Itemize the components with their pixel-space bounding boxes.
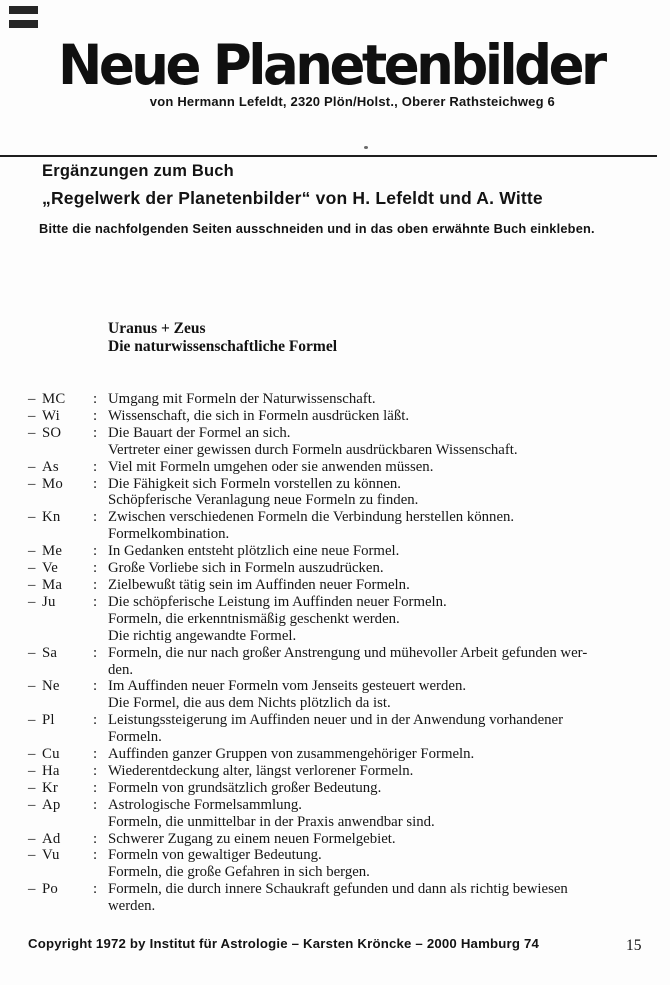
- planet-abbreviation: [42, 864, 93, 881]
- dash-bullet: –: [28, 762, 36, 779]
- scan-artifact-dot: [364, 146, 368, 149]
- definition-text: Formeln von gewaltiger Bedeutung.: [108, 847, 322, 864]
- definition-row: [28, 881, 653, 898]
- colon-separator: [93, 864, 108, 881]
- definition-row: [28, 492, 653, 509]
- definition-text: Im Auffinden neuer Formeln vom Jenseits gesteuert werden.: [108, 678, 467, 695]
- definition-row: [28, 763, 653, 780]
- dash-bullet: [28, 814, 42, 831]
- definition-text: Formeln, die große Gefahren in sich bergen.: [108, 864, 370, 881]
- planet-abbreviation: [42, 526, 93, 543]
- colon-separator: [93, 526, 108, 543]
- colon-separator: :: [93, 830, 98, 847]
- definition-text: Schöpferische Veranlagung neue Formeln zu finden.: [108, 492, 419, 509]
- definition-text: Die Bauart der Formel an sich.: [108, 424, 291, 441]
- definition-row: [28, 425, 653, 442]
- definition-row: [28, 746, 653, 763]
- colon-separator: :: [93, 847, 98, 864]
- planet-abbreviation: Sa: [42, 644, 58, 661]
- colon-separator: [93, 814, 108, 831]
- definition-text: Formelkombination.: [108, 526, 230, 543]
- definition-row: [28, 678, 653, 695]
- colon-separator: :: [93, 391, 98, 407]
- planet-abbreviation: [42, 662, 93, 679]
- definition-text: Formeln, die durch innere Schaukraft gefunden und dann als richtig bewiesen: [108, 881, 568, 898]
- planet-abbreviation: [42, 695, 93, 712]
- definition-row: [28, 797, 653, 814]
- definition-row: [28, 695, 653, 712]
- definition-text: Umgang mit Formeln der Naturwissenschaft.: [108, 391, 376, 407]
- planet-abbreviation: [42, 628, 93, 645]
- definition-text: den.: [108, 661, 134, 678]
- planet-abbreviation: As: [42, 458, 59, 475]
- colon-separator: :: [93, 475, 98, 492]
- definition-row: [28, 391, 653, 408]
- planet-abbreviation: Ap: [42, 796, 61, 813]
- planet-abbreviation: Kr: [42, 779, 59, 796]
- planet-abbreviation: [42, 442, 93, 459]
- horizontal-divider: [0, 155, 657, 157]
- definition-text: Wissenschaft, die sich in Formeln ausdrücken läßt.: [108, 407, 410, 424]
- definition-text: Formeln von grundsätzlich großer Bedeutung.: [108, 779, 382, 796]
- dash-bullet: –: [28, 391, 36, 407]
- planet-abbreviation: Ve: [42, 560, 59, 577]
- definition-text: werden.: [108, 898, 156, 915]
- planet-abbreviation: Kn: [42, 509, 61, 526]
- definition-row: [28, 712, 653, 729]
- colon-separator: [93, 492, 108, 509]
- dash-bullet: [28, 864, 42, 881]
- dash-bullet: –: [28, 712, 36, 729]
- colon-separator: :: [93, 644, 98, 661]
- definition-text: Leistungssteigerung im Auffinden neuer und in der Anwendung vorhandener: [108, 712, 564, 729]
- definition-text: Die Formel, die aus dem Nichts plötzlich da ist.: [108, 695, 391, 712]
- definition-text: Zwischen verschiedenen Formeln die Verbindung herstellen können.: [108, 509, 515, 526]
- definition-text: Zielbewußt tätig sein im Auffinden neuer Formeln.: [108, 576, 410, 593]
- definition-row: [28, 509, 653, 526]
- definition-row: [28, 847, 653, 864]
- definition-text: Auffinden ganzer Gruppen von zusammengehöriger Formeln.: [108, 746, 475, 763]
- colon-separator: :: [93, 593, 98, 610]
- dash-bullet: [28, 628, 42, 645]
- footer-copyright: Copyright 1972 by Institut für Astrologie – Karsten Kröncke – 2000 Hamburg 74: [28, 936, 540, 951]
- intro-book-title: „Regelwerk der Planetenbilder“ von H. Lefeldt und A. Witte: [42, 188, 543, 208]
- colon-separator: [93, 628, 108, 645]
- colon-separator: :: [93, 576, 98, 593]
- colon-separator: :: [93, 881, 98, 898]
- definition-text: Die Fähigkeit sich Formeln vorstellen zu können.: [108, 475, 402, 492]
- definition-row: [28, 780, 653, 797]
- section-heading: [108, 320, 337, 356]
- definition-row: [28, 560, 653, 577]
- publication-logo: Neue Planetenbilder: [58, 34, 604, 98]
- dash-bullet: –: [28, 847, 36, 864]
- definition-list: [28, 391, 653, 915]
- planet-abbreviation: Vu: [42, 847, 60, 864]
- dash-bullet: –: [28, 746, 36, 763]
- definition-row: [28, 729, 653, 746]
- colon-separator: :: [93, 796, 98, 813]
- colon-separator: [93, 442, 108, 459]
- publication-byline: von Hermann Lefeldt, 2320 Plön/Holst., Oberer Rathsteichweg 6: [149, 94, 555, 109]
- planet-abbreviation: Po: [42, 881, 59, 898]
- dash-bullet: –: [28, 796, 36, 813]
- colon-separator: :: [93, 509, 98, 526]
- intro-heading: Ergänzungen zum Buch: [42, 162, 234, 180]
- colon-separator: [93, 611, 108, 628]
- definition-text: Astrologische Formelsammlung.: [108, 796, 302, 813]
- dash-bullet: [28, 729, 42, 746]
- colon-separator: [93, 729, 108, 746]
- planet-abbreviation: [42, 814, 93, 831]
- planet-abbreviation: Ma: [42, 576, 63, 593]
- dash-bullet: –: [28, 678, 36, 695]
- colon-separator: :: [93, 762, 98, 779]
- planet-abbreviation: Pl: [42, 712, 55, 729]
- colon-separator: [93, 898, 108, 915]
- planet-abbreviation: Ne: [42, 678, 60, 695]
- definition-text: Vertreter einer gewissen durch Formeln ausdrückbaren Wissenschaft.: [108, 441, 518, 458]
- registration-mark: [9, 20, 38, 28]
- definition-row: [28, 864, 653, 881]
- colon-separator: :: [93, 560, 98, 577]
- planet-abbreviation: MC: [42, 391, 66, 407]
- definition-row: [28, 628, 653, 645]
- definition-text: In Gedanken entsteht plötzlich eine neue Formel.: [108, 543, 400, 560]
- planet-abbreviation: [42, 492, 93, 509]
- colon-separator: [93, 662, 108, 679]
- planet-abbreviation: Mo: [42, 475, 63, 492]
- dash-bullet: –: [28, 407, 36, 424]
- definition-text: Formeln, die nur nach großer Anstrengung und mühevoller Arbeit gefunden wer-: [108, 644, 588, 661]
- definition-text: Formeln, die unmittelbar in der Praxis anwendbar sind.: [108, 813, 435, 830]
- page-number: 15: [626, 937, 642, 954]
- planet-abbreviation: Ad: [42, 830, 61, 847]
- definition-row: [28, 459, 653, 476]
- definition-row: [28, 442, 653, 459]
- dash-bullet: –: [28, 644, 36, 661]
- planet-abbreviation: Cu: [42, 746, 60, 763]
- masthead: [58, 34, 604, 109]
- dash-bullet: [28, 526, 42, 543]
- definition-text: Wiederentdeckung alter, längst verlorener Formeln.: [108, 762, 414, 779]
- definition-text: Große Vorliebe sich in Formeln auszudrücken.: [108, 560, 384, 577]
- planet-abbreviation: SO: [42, 424, 62, 441]
- definition-row: [28, 577, 653, 594]
- intro-block: [39, 162, 595, 236]
- definition-row: [28, 526, 653, 543]
- planet-abbreviation: Me: [42, 543, 63, 560]
- definition-text: Schwerer Zugang zu einem neuen Formelgebiet.: [108, 830, 396, 847]
- colon-separator: :: [93, 746, 98, 763]
- definition-text: Formeln.: [108, 729, 162, 746]
- planet-abbreviation: [42, 898, 93, 915]
- registration-mark: [9, 6, 38, 14]
- dash-bullet: –: [28, 475, 36, 492]
- definition-text: Die schöpferische Leistung im Auffinden neuer Formeln.: [108, 593, 447, 610]
- definition-row: [28, 476, 653, 493]
- dash-bullet: –: [28, 560, 36, 577]
- planet-abbreviation: Ju: [42, 593, 56, 610]
- colon-separator: :: [93, 424, 98, 441]
- colon-separator: :: [93, 712, 98, 729]
- colon-separator: [93, 695, 108, 712]
- dash-bullet: –: [28, 424, 36, 441]
- definition-row: [28, 831, 653, 848]
- definition-row: [28, 611, 653, 628]
- section-subtitle: Die naturwissenschaftliche Formel: [108, 338, 338, 355]
- intro-instruction-note: Bitte die nachfolgenden Seiten ausschneiden und in das oben erwähnte Buch einkleben.: [39, 221, 595, 236]
- definition-row: [28, 594, 653, 611]
- dash-bullet: [28, 611, 42, 628]
- dash-bullet: [28, 695, 42, 712]
- planet-abbreviation: [42, 611, 93, 628]
- definition-row: [28, 662, 653, 679]
- dash-bullet: –: [28, 576, 36, 593]
- dash-bullet: [28, 492, 42, 509]
- dash-bullet: [28, 898, 42, 915]
- definition-row: [28, 408, 653, 425]
- definition-row: [28, 814, 653, 831]
- dash-bullet: –: [28, 881, 36, 898]
- dash-bullet: –: [28, 509, 36, 526]
- section-title: Uranus + Zeus: [108, 320, 206, 337]
- dash-bullet: –: [28, 458, 36, 475]
- definition-row: [28, 543, 653, 560]
- planet-abbreviation: Wi: [42, 407, 60, 424]
- dash-bullet: [28, 442, 42, 459]
- dash-bullet: –: [28, 830, 36, 847]
- colon-separator: :: [93, 458, 98, 475]
- definition-text: Formeln, die erkenntnismäßig geschenkt werden.: [108, 610, 400, 627]
- colon-separator: :: [93, 779, 98, 796]
- dash-bullet: [28, 662, 42, 679]
- colon-separator: :: [93, 543, 98, 560]
- definition-text: Die richtig angewandte Formel.: [108, 627, 297, 644]
- definition-row: [28, 898, 653, 915]
- dash-bullet: –: [28, 779, 36, 796]
- colon-separator: :: [93, 678, 98, 695]
- colon-separator: :: [93, 407, 98, 424]
- definition-text: Viel mit Formeln umgehen oder sie anwenden müssen.: [108, 458, 434, 475]
- planet-abbreviation: Ha: [42, 762, 60, 779]
- dash-bullet: –: [28, 593, 36, 610]
- planet-abbreviation: [42, 729, 93, 746]
- definition-row: [28, 645, 653, 662]
- dash-bullet: –: [28, 543, 36, 560]
